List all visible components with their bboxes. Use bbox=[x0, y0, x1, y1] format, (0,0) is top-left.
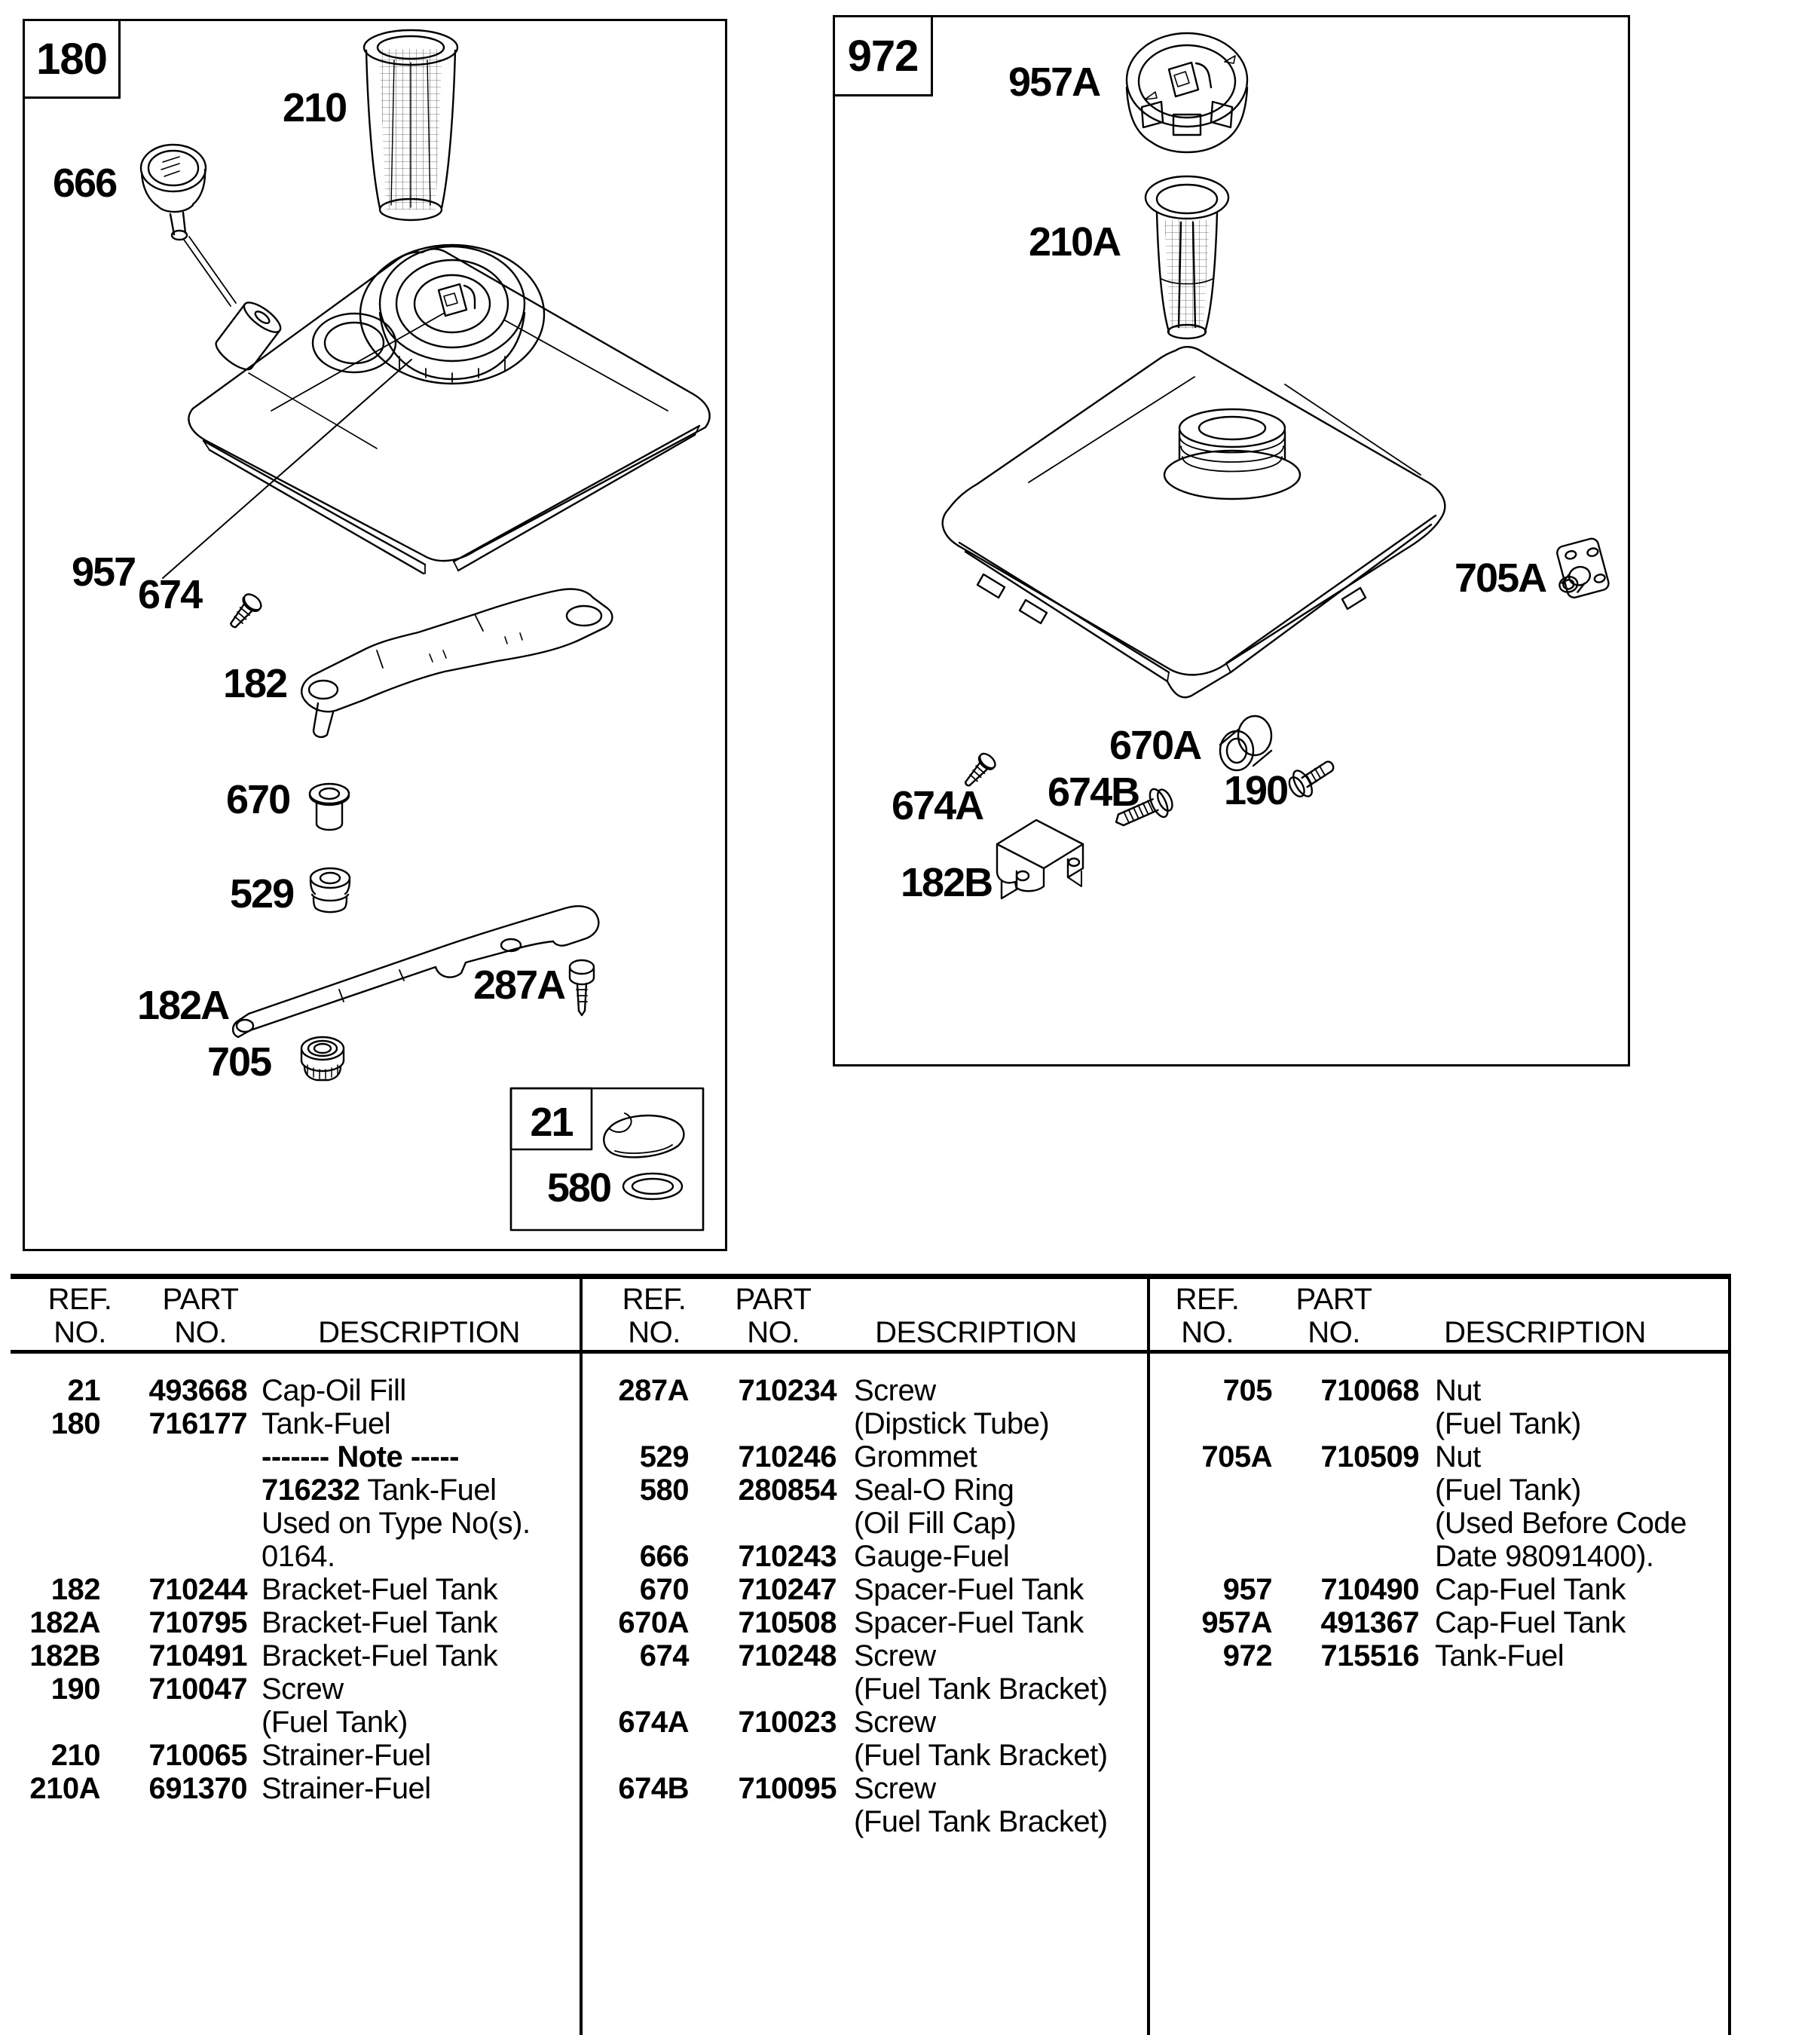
part-no-cell: 710246 bbox=[738, 1440, 837, 1473]
flange-nut-705A-icon bbox=[1550, 537, 1610, 601]
col2-header-ref: REF. bbox=[622, 1283, 687, 1316]
diagram-972-drawing bbox=[833, 15, 1630, 1066]
part-no-cell: 280854 bbox=[738, 1473, 837, 1507]
callout-529: 529 bbox=[230, 871, 294, 917]
description-cell: Tank-Fuel bbox=[1435, 1639, 1565, 1672]
ref-no-cell: 670A bbox=[618, 1606, 689, 1639]
part-no-cell: 710490 bbox=[1320, 1573, 1419, 1606]
col3-header-ref: REF. bbox=[1175, 1283, 1240, 1316]
table-row bbox=[0, 1606, 1820, 1639]
ref-no-cell: 182A bbox=[29, 1606, 100, 1639]
description-cell: Nut bbox=[1435, 1374, 1481, 1407]
ref-no-cell: 705 bbox=[1222, 1374, 1272, 1407]
table-row bbox=[0, 1540, 1820, 1573]
description-cell: Cap-Fuel Tank bbox=[1435, 1606, 1626, 1639]
description-cell: Bracket-Fuel Tank bbox=[262, 1639, 498, 1672]
description-cell: Seal-O Ring bbox=[854, 1473, 1014, 1507]
description-cell: (Oil Fill Cap) bbox=[854, 1507, 1017, 1540]
description-cell: Grommet bbox=[854, 1440, 977, 1473]
bracket-182-icon bbox=[301, 589, 612, 736]
description-cell: (Fuel Tank) bbox=[1435, 1407, 1581, 1440]
description-cell: Gauge-Fuel bbox=[854, 1540, 1010, 1573]
part-no-cell: 710508 bbox=[738, 1606, 837, 1639]
col1-header-description: DESCRIPTION bbox=[318, 1316, 520, 1349]
table-row bbox=[0, 1374, 1820, 1407]
table-row bbox=[0, 1440, 1820, 1473]
diagram-180-drawing bbox=[23, 19, 727, 1251]
callout-957A: 957A bbox=[1008, 60, 1100, 105]
ref-no-cell: 674 bbox=[639, 1639, 689, 1672]
nut-705-icon bbox=[301, 1037, 344, 1080]
callout-182: 182 bbox=[223, 661, 287, 706]
part-no-cell: 710047 bbox=[148, 1672, 247, 1706]
ref-no-cell: 529 bbox=[639, 1440, 689, 1473]
description-cell: Cap-Oil Fill bbox=[262, 1374, 406, 1407]
part-no-cell: 691370 bbox=[148, 1772, 247, 1805]
inset-label-21: 21 bbox=[530, 1100, 573, 1145]
col1-header-part-no: NO. bbox=[174, 1316, 227, 1349]
table-header-rule bbox=[11, 1350, 1731, 1354]
tank-neck-972 bbox=[1164, 409, 1300, 499]
ref-no-cell: 580 bbox=[639, 1473, 689, 1507]
part-no-cell: 710491 bbox=[148, 1639, 247, 1672]
col3-header-ref-no: NO. bbox=[1181, 1316, 1234, 1349]
screw-287A-icon bbox=[570, 960, 594, 1015]
part-no-cell: 716177 bbox=[148, 1407, 247, 1440]
part-no-cell: 710244 bbox=[148, 1573, 247, 1606]
description-cell: Bracket-Fuel Tank bbox=[262, 1606, 498, 1639]
part-no-cell: 491367 bbox=[1320, 1606, 1419, 1639]
ref-no-cell: 666 bbox=[639, 1540, 689, 1573]
oil-gauge-666-icon bbox=[141, 145, 285, 375]
table-row bbox=[0, 1639, 1820, 1672]
description-cell: Screw bbox=[854, 1374, 936, 1407]
col1-header-ref-no: NO. bbox=[54, 1316, 106, 1349]
description-cell: Strainer-Fuel bbox=[262, 1739, 431, 1772]
spacer-670-icon bbox=[310, 784, 349, 830]
table-row bbox=[0, 1739, 1820, 1772]
callout-674B: 674B bbox=[1048, 770, 1139, 815]
part-no-cell: 710023 bbox=[738, 1706, 837, 1739]
table-row bbox=[0, 1407, 1820, 1440]
description-cell: Screw bbox=[854, 1772, 936, 1805]
table-row bbox=[0, 1672, 1820, 1706]
description-cell: Screw bbox=[262, 1672, 344, 1706]
fuel-strainer-210A-icon bbox=[1146, 176, 1228, 338]
ref-no-cell: 674B bbox=[618, 1772, 689, 1805]
callout-957: 957 bbox=[72, 549, 136, 595]
col3-header-part-no: NO. bbox=[1308, 1316, 1360, 1349]
bracket-182B-icon bbox=[997, 820, 1083, 898]
col1-header-ref: REF. bbox=[47, 1283, 112, 1316]
col2-header-description: DESCRIPTION bbox=[875, 1316, 1077, 1349]
callout-705A: 705A bbox=[1454, 555, 1546, 601]
description-cell: Spacer-Fuel Tank bbox=[854, 1573, 1084, 1606]
description-cell: (Fuel Tank) bbox=[1435, 1473, 1581, 1507]
callout-287A: 287A bbox=[473, 962, 565, 1008]
ref-no-cell: 705A bbox=[1201, 1440, 1272, 1473]
ref-no-cell: 180 bbox=[50, 1407, 100, 1440]
description-cell: Screw bbox=[854, 1639, 936, 1672]
part-no-cell: 710247 bbox=[738, 1573, 837, 1606]
description-cell: (Dipstick Tube) bbox=[854, 1407, 1050, 1440]
ref-no-cell: 210 bbox=[50, 1739, 100, 1772]
description-cell: Date 98091400). bbox=[1435, 1540, 1654, 1573]
table-row bbox=[0, 1473, 1820, 1507]
part-no-cell: 710509 bbox=[1320, 1440, 1419, 1473]
callout-674: 674 bbox=[138, 572, 202, 617]
description-cell: Tank-Fuel bbox=[262, 1407, 391, 1440]
table-row bbox=[0, 1573, 1820, 1606]
callout-190: 190 bbox=[1224, 768, 1288, 813]
part-no-cell: 710248 bbox=[738, 1639, 837, 1672]
col3-header-description: DESCRIPTION bbox=[1444, 1316, 1646, 1349]
callout-210: 210 bbox=[283, 85, 347, 130]
ref-no-cell: 957A bbox=[1201, 1606, 1272, 1639]
callout-182A: 182A bbox=[137, 983, 229, 1028]
description-cell: (Fuel Tank Bracket) bbox=[854, 1805, 1108, 1838]
table-row bbox=[0, 1706, 1820, 1739]
description-cell: 0164. bbox=[262, 1540, 335, 1573]
callout-182B: 182B bbox=[901, 860, 993, 905]
screw-674-icon bbox=[225, 591, 264, 632]
description-cell: Strainer-Fuel bbox=[262, 1772, 431, 1805]
ref-no-cell: 182 bbox=[50, 1573, 100, 1606]
description-cell: Spacer-Fuel Tank bbox=[854, 1606, 1084, 1639]
description-cell: (Fuel Tank Bracket) bbox=[854, 1672, 1108, 1706]
part-no-cell: 715516 bbox=[1320, 1639, 1419, 1672]
description-cell: (Used Before Code bbox=[1435, 1507, 1687, 1540]
ref-no-cell: 21 bbox=[67, 1374, 100, 1407]
part-no-cell: 710795 bbox=[148, 1606, 247, 1639]
ref-no-cell: 674A bbox=[618, 1706, 689, 1739]
table-row bbox=[0, 1805, 1820, 1838]
ref-no-cell: 287A bbox=[618, 1374, 689, 1407]
ref-no-cell: 182B bbox=[29, 1639, 100, 1672]
part-no-cell: 710095 bbox=[738, 1772, 837, 1805]
callout-705: 705 bbox=[207, 1039, 271, 1085]
table-row bbox=[0, 1772, 1820, 1805]
screw-190-icon bbox=[1284, 754, 1340, 803]
description-cell: Cap-Fuel Tank bbox=[1435, 1573, 1626, 1606]
description-cell: (Fuel Tank Bracket) bbox=[854, 1739, 1108, 1772]
inset-label-580: 580 bbox=[546, 1165, 610, 1210]
spacer-670A-icon bbox=[1220, 716, 1271, 770]
part-no-cell: 493668 bbox=[148, 1374, 247, 1407]
description-cell: Used on Type No(s). bbox=[262, 1507, 531, 1540]
callout-666: 666 bbox=[53, 161, 117, 206]
callout-670: 670 bbox=[226, 777, 290, 822]
table-row bbox=[0, 1507, 1820, 1540]
diagram-180-label: 180 bbox=[36, 34, 107, 84]
description-cell: Nut bbox=[1435, 1440, 1481, 1473]
fuel-tank-972-outline bbox=[943, 347, 1445, 697]
grommet-529-icon bbox=[310, 868, 350, 912]
fuel-cap-957-icon bbox=[360, 245, 544, 384]
fuel-tank-180-outline bbox=[188, 249, 709, 574]
description-cell: Screw bbox=[854, 1706, 936, 1739]
col1-header-part: PART bbox=[162, 1283, 239, 1316]
col2-header-ref-no: NO. bbox=[628, 1316, 681, 1349]
col2-header-part-no: NO. bbox=[747, 1316, 800, 1349]
fuel-strainer-210-icon bbox=[364, 30, 457, 220]
description-cell: Bracket-Fuel Tank bbox=[262, 1573, 498, 1606]
description-cell: 716232 Tank-Fuel bbox=[262, 1473, 497, 1507]
part-no-cell: 710234 bbox=[738, 1374, 837, 1407]
col2-header-part: PART bbox=[735, 1283, 812, 1316]
part-no-cell: 710243 bbox=[738, 1540, 837, 1573]
description-cell: ------- Note ----- bbox=[262, 1440, 459, 1473]
callout-674A: 674A bbox=[892, 783, 983, 828]
col3-header-part: PART bbox=[1295, 1283, 1372, 1316]
table-top-rule bbox=[11, 1274, 1731, 1279]
diagram-972-label: 972 bbox=[847, 31, 919, 81]
ref-no-cell: 190 bbox=[50, 1672, 100, 1706]
ref-no-cell: 210A bbox=[29, 1772, 100, 1805]
ref-no-cell: 957 bbox=[1222, 1573, 1272, 1606]
fuel-cap-957A-icon bbox=[1127, 33, 1247, 152]
ref-no-cell: 670 bbox=[639, 1573, 689, 1606]
oil-fill-neck-ring bbox=[313, 314, 396, 372]
part-no-cell: 710065 bbox=[148, 1739, 247, 1772]
ref-no-cell: 972 bbox=[1222, 1639, 1272, 1672]
part-no-cell: 710068 bbox=[1320, 1374, 1419, 1407]
description-cell: (Fuel Tank) bbox=[262, 1706, 408, 1739]
callout-670A: 670A bbox=[1109, 723, 1201, 768]
callout-210A: 210A bbox=[1029, 219, 1121, 265]
